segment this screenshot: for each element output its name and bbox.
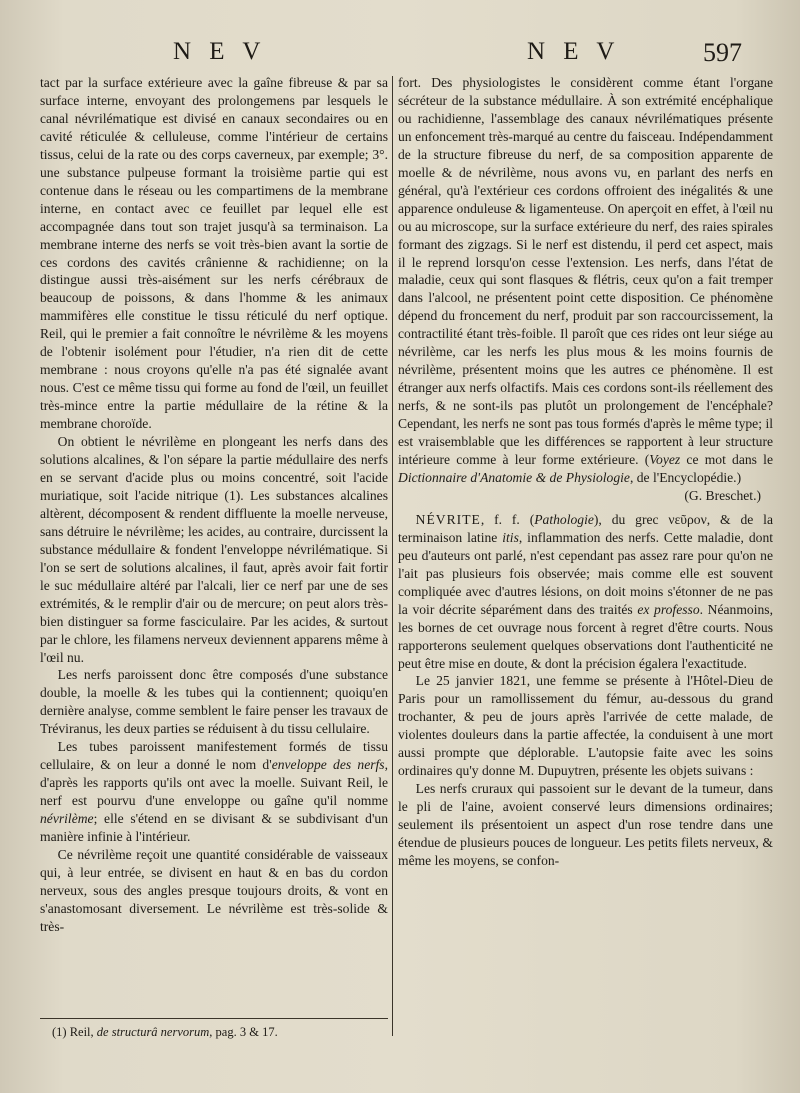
footnote-mark: (1) Reil, (52, 1025, 97, 1039)
column-divider (392, 76, 393, 1036)
paragraph: Les nerfs cruraux qui passoient sur le devant de la tumeur, dans le pli de l'aine, avoient conservé leurs dimensions ordinaires; seulement ils présentoient un aspect d'un rose tendre dans une étendue de plusieurs pouces de longueur. Les petits filets nerveux, & même les moyens, se confon- (398, 781, 773, 868)
paragraph: Le 25 janvier 1821, une femme se présente à l'Hôtel-Dieu de Paris pour un ramollissement du fémur, au-dessous du grand trochanter, & peu de jours après l'arrivée de cette malade, de violentes douleurs dans la partie affectée, la conduisent à une mort aussi prompte que déplorable. L'autopsie faite avec les soins ordinaires qu'y donne M. Dupuytren, présente les objets suivans : (398, 673, 773, 779)
italic-term: Dictionnaire d'Anatomie & de Physiologie (398, 469, 630, 485)
author-signature: (G. Breschet.) (684, 487, 761, 503)
italic-term: Voyez (649, 452, 681, 468)
paragraph-text: , d'après les rapports qu'ils ont avec la moelle. Suivant Reil, le nerf est pourvu d'une enveloppe ou gaîne qu'il nomme (40, 757, 388, 809)
italic-term: enveloppe des nerfs (271, 757, 385, 773)
paragraph: Les nerfs paroissent donc être composés d'une substance double, la moelle & les tubes qui la contiennent; quoiqu'en dernière analyse, comme semblent le faire penser les travaux de Tréviranus, les deux parties se réduisent à du tissu cellulaire. (40, 667, 388, 737)
paragraph-text: ce mot dans le (680, 452, 773, 468)
paragraph (40, 738, 388, 846)
left-column (40, 74, 388, 936)
footnote-title: de structurâ nervorum (96, 1025, 210, 1039)
paragraph-text: , de l'Encyclopédie.) (629, 469, 742, 485)
entry-headword: NÉVRITE (415, 511, 481, 527)
paragraph-text: ), du grec νεῦρον, & de la terminaison latine (398, 511, 773, 545)
entry-paragraph (398, 511, 773, 673)
paragraph-text: fort. Des physiologistes le considèrent comme étant l'organe sécréteur de la substance médullaire. À son extrémité encéphalique ou rachidienne, l'assemblage des canaux névrilématiques présente un enfoncement très-marqué au centre du faisceau. Indépendamment de la structure fibreuse du nerf, de sa composition apparente de moelle & de névrilème, nous avons vu, en parlant des nerfs en général, qu'à l'extérieur ces cordons offroient des inégalités & une apparence onduleuse & ligamenteuse. On aperçoit en effet, à l'œil nu ou au microscope, sur la surface extérieure du nerf, des raies spirales formant des zigzags. Si le nerf est distendu, il perd cet aspect, mais il le reprend lorsqu'on cesse l'extension. Les nerfs, dans l'état de maladie, ceux qui sont flasques & flétris, ceux qu'on a fait tremper dans l'alcool, ne présentent point cette disposition. Ce phénomène dépend du froncement du nerf, produit par son raccourcissement, la contractilité étant très-foible. Il paroît que ces rides ont leur siége au névrilème, car les nerfs les plus mous & les moins fournis de névrilème, présentent moins que les autres ce phénomène. Il est étranger aux nerfs olfactifs. Mais ces cordons sont-ils réellement des nerfs, & ne sont-ils pas plutôt un prolongement de l'encéphale? Cependant, les nerfs ne sont pas tous formés d'après le même type; il est vraisemblable que les différences se rapportent à leur structure intérieure comme à leur forme extérieure. ( (398, 75, 773, 468)
paragraph-text: ; elle s'étend en se divisant & se subdivisant d'un manière infinie à l'intérieur. (40, 811, 388, 845)
paragraph: tact par la surface extérieure avec la gaîne fibreuse & par sa surface interne, envoyant des prolongemens par lesquels le canal névrilématique est divisé en canaux secondaires ou en cavité réticulée & celluleuse, comme l'intérieur de certains tissus, celui de la rate ou des corps caverneux, par exemple; 3°. une substance pulpeuse formant la troisième partie qui est contenue dans le réseau ou les compartimens de la membrane interne, en contact avec ce feuillet par lequel elle est accompagnée dans tout son trajet jusqu'à sa terminaison. La membrane interne des nerfs se voit très-bien avant la sortie de ces cordons des cavités crânienne & rachidienne; on la distingue aussi très-aisément sur les nerfs cérébraux de beaucoup de poissons, & dans l'homme & les animaux mammifères elle constitue le tissu réticulé du nerf optique. Reil, qui le premier a fait connoître le névrilème & les moyens de l'obtenir isolément pour l'étudier, n'a rien dit de cette membrane : nous croyons qu'elle n'a pas été signalée avant nous. C'est ce même tissu qui forme au fond de l'œil, un feuillet très-mince entre la partie médullaire de la rétine & la membrane choroïde. (40, 75, 388, 432)
paragraph: On obtient le névrilème en plongeant les nerfs dans des solutions alcalines, & l'on sépare la partie médullaire des nerfs en se servant d'acide plus ou moins concentré, soit l'acide muriatique, soit l'acide nitrique (1). Les substances alcalines altèrent, décomposent & rendent diffluente la moelle nerveuse, sans détruire le névrilème; les acides, au contraire, durcissent la substance médullaire & fondent l'enveloppe névrilématique. Si l'on se sert de solutions alcalines, il faut, après avoir fait fortir le suc médullaire altéré par l'alcali, lier ce nerf par une de ses extrémités, & le remplir d'air ou de mercure; on peut alors très-bien distinguer sa forme fasciculaire. Par les acides, & surtout par le chlore, les filamens nerveux deviennent apparens même à l'œil nu. (40, 434, 389, 665)
paragraph-text: Les tubes paroissent manifestement formés de tissu cellulaire, & on leur a donné le nom d' (40, 739, 388, 773)
paragraph-text: , f. f. ( (480, 511, 535, 527)
italic-term: ex professo (637, 601, 700, 617)
italic-term: névrilème (40, 811, 94, 827)
footnote (52, 1024, 388, 1040)
footnote-text: , pag. 3 & 17. (209, 1025, 278, 1039)
paragraph-text: . Néanmoins, les bornes de cet ouvrage nous forcent à regret d'être courts. Nous rapporterons seulement quelques observations dont l'authenticité ne peut être mise en doute, & dont la précision égalera l'exactitude. (398, 601, 773, 671)
paragraph (398, 74, 773, 487)
right-column (398, 74, 773, 870)
footnote-divider (40, 1018, 388, 1019)
running-head-left: N E V (173, 38, 267, 65)
paragraph: Ce névrilème reçoit une quantité considérable de vaisseaux qui, à leur entrée, se divisent en haut & en bas du cordon nerveux, sous des angles presque toujours droits, & vont en s'anastomosant diversement. Le névrilème est très-solide & très- (40, 846, 388, 934)
italic-term: itis (502, 529, 519, 545)
page-number: 597 (703, 38, 742, 67)
italic-term: Pathologie (534, 511, 594, 527)
running-head-right: N E V (527, 38, 621, 65)
paragraph-text: , inflammation des nerfs. Cette maladie, dont peu d'auteurs ont parlé, n'est cependant pas assez rare pour qu'on ne l'ait pas plusieurs fois observée; mais comme elle est souvent compliquée avec d'autres lésions, on doit moins s'étonner de ne pas la voir décrite séparément dans des traités (398, 529, 774, 617)
